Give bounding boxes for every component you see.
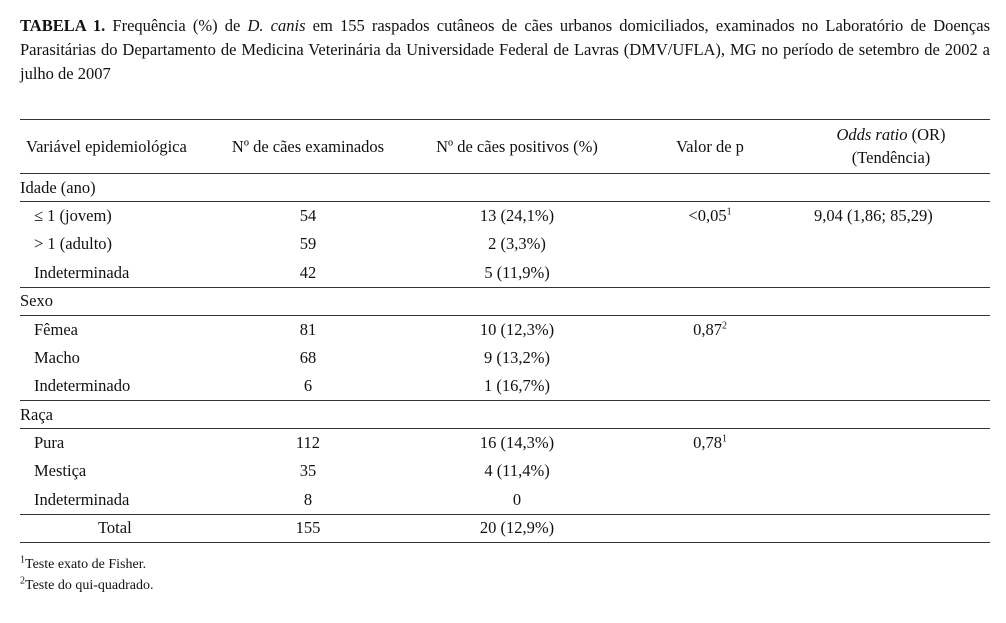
footnote — [20, 575, 153, 596]
odds-ratio — [792, 230, 990, 259]
p-value-cell — [628, 202, 792, 231]
examined-count: 42 — [299, 262, 317, 282]
odds-ratio — [792, 457, 990, 486]
odds-ratio — [792, 486, 990, 515]
row-label: Fêmea — [34, 319, 78, 339]
row-label: > 1 (adulto) — [34, 234, 113, 254]
positive-count: 4 (11,4%) — [484, 461, 550, 481]
examined-count: 59 — [299, 234, 317, 254]
footnote-text: Teste do qui-quadrado. — [25, 578, 154, 593]
footnote — [20, 554, 153, 575]
table-row — [20, 344, 990, 373]
table-row — [20, 457, 990, 486]
p-value-cell — [628, 259, 792, 288]
row-label: Pura — [34, 433, 65, 452]
p-value-note: 1 — [726, 206, 732, 218]
total-positive: 20 (12,9%) — [479, 518, 555, 537]
caption-text-before: Frequência (%) de — [105, 16, 248, 35]
examined-count: 81 — [299, 319, 317, 339]
row-label: Mestiça — [34, 461, 87, 481]
positive-count: 5 (11,9%) — [484, 262, 550, 282]
row-label: ≤ 1 (jovem) — [34, 206, 112, 225]
group-row — [20, 287, 990, 315]
row-label: Macho — [34, 347, 80, 367]
table-header-row — [20, 120, 990, 174]
header-positive: Nº de cães positivos (%) — [436, 137, 598, 156]
positive-count: 9 (13,2%) — [484, 347, 550, 367]
caption-species: D. canis — [247, 16, 306, 35]
p-value: <0,05 — [688, 206, 727, 225]
table-row — [20, 429, 990, 458]
header-or-rest: (OR) — [907, 125, 946, 144]
caption-text-after: em 155 raspados cutâneos de cães urbanos domiciliados, examinados no Laboratório de Doenças Parasitárias do Departamento de Medicina Veterinária da Universidade Federal de Lavras (DMV/UFLA), MG no período de setembro de 2002 a julho de 2007 — [20, 16, 990, 83]
row-label: Indeterminada — [34, 262, 130, 282]
table-caption — [20, 14, 990, 86]
odds-ratio — [792, 315, 990, 344]
row-label: Indeterminada — [34, 489, 130, 509]
positive-count: 13 (24,1%) — [479, 206, 555, 225]
examined-count: 6 — [303, 376, 313, 395]
group-row — [20, 401, 990, 429]
table-row — [20, 486, 990, 515]
footnote-text: Teste exato de Fisher. — [25, 557, 147, 572]
p-value: 0,78 — [693, 433, 722, 452]
odds-ratio — [792, 429, 990, 458]
examined-count: 8 — [303, 489, 313, 509]
header-pvalue: Valor de p — [676, 137, 744, 156]
p-value-cell — [628, 429, 792, 458]
p-value-cell — [628, 372, 792, 401]
total-examined: 155 — [295, 518, 321, 537]
header-or-italic: Odds ratio — [836, 125, 908, 144]
odds-ratio — [792, 344, 990, 373]
total-row — [20, 514, 990, 542]
positive-count: 0 — [512, 489, 522, 509]
positive-count: 10 (12,3%) — [479, 319, 555, 339]
group-name: Sexo — [20, 291, 53, 310]
examined-count: 68 — [299, 347, 317, 367]
total-or-empty — [792, 514, 990, 542]
table-label: TABELA 1. — [20, 16, 106, 35]
table-body — [20, 174, 990, 543]
p-value-note: 2 — [721, 320, 727, 331]
odds-ratio: 9,04 (1,86; 85,29) — [814, 206, 933, 225]
table-row — [20, 230, 990, 259]
header-examined: Nº de cães examinados — [231, 137, 385, 156]
total-pvalue-empty — [628, 514, 792, 542]
group-row — [20, 174, 990, 202]
examined-count: 54 — [299, 206, 317, 225]
odds-ratio — [792, 259, 990, 288]
p-value-cell — [628, 315, 792, 344]
footnotes — [20, 554, 153, 596]
group-name: Idade (ano) — [20, 177, 96, 197]
p-value-cell — [628, 344, 792, 373]
odds-ratio — [792, 372, 990, 401]
positive-count: 2 (3,3%) — [488, 234, 546, 254]
table-row — [20, 202, 990, 231]
frequency-table — [20, 119, 990, 543]
total-label: Total — [98, 518, 132, 537]
table-row — [20, 372, 990, 401]
positive-count: 1 (16,7%) — [484, 376, 550, 395]
examined-count: 35 — [299, 461, 317, 481]
footnote-mark: 1 — [20, 554, 25, 566]
examined-count: 112 — [295, 433, 321, 452]
table-row — [20, 259, 990, 288]
table-row — [20, 315, 990, 344]
footnote-mark: 2 — [20, 575, 25, 587]
p-value-cell — [628, 230, 792, 259]
header-or-line2: (Tendência) — [851, 148, 931, 167]
p-value-note: 1 — [721, 433, 727, 445]
p-value-cell — [628, 457, 792, 486]
p-value-cell — [628, 486, 792, 515]
group-name: Raça — [20, 404, 53, 424]
row-label: Indeterminado — [34, 376, 131, 395]
header-odds-ratio — [792, 120, 990, 174]
p-value: 0,87 — [693, 319, 722, 339]
positive-count: 16 (14,3%) — [479, 433, 555, 452]
header-variable: Variável epidemiológica — [26, 137, 187, 156]
